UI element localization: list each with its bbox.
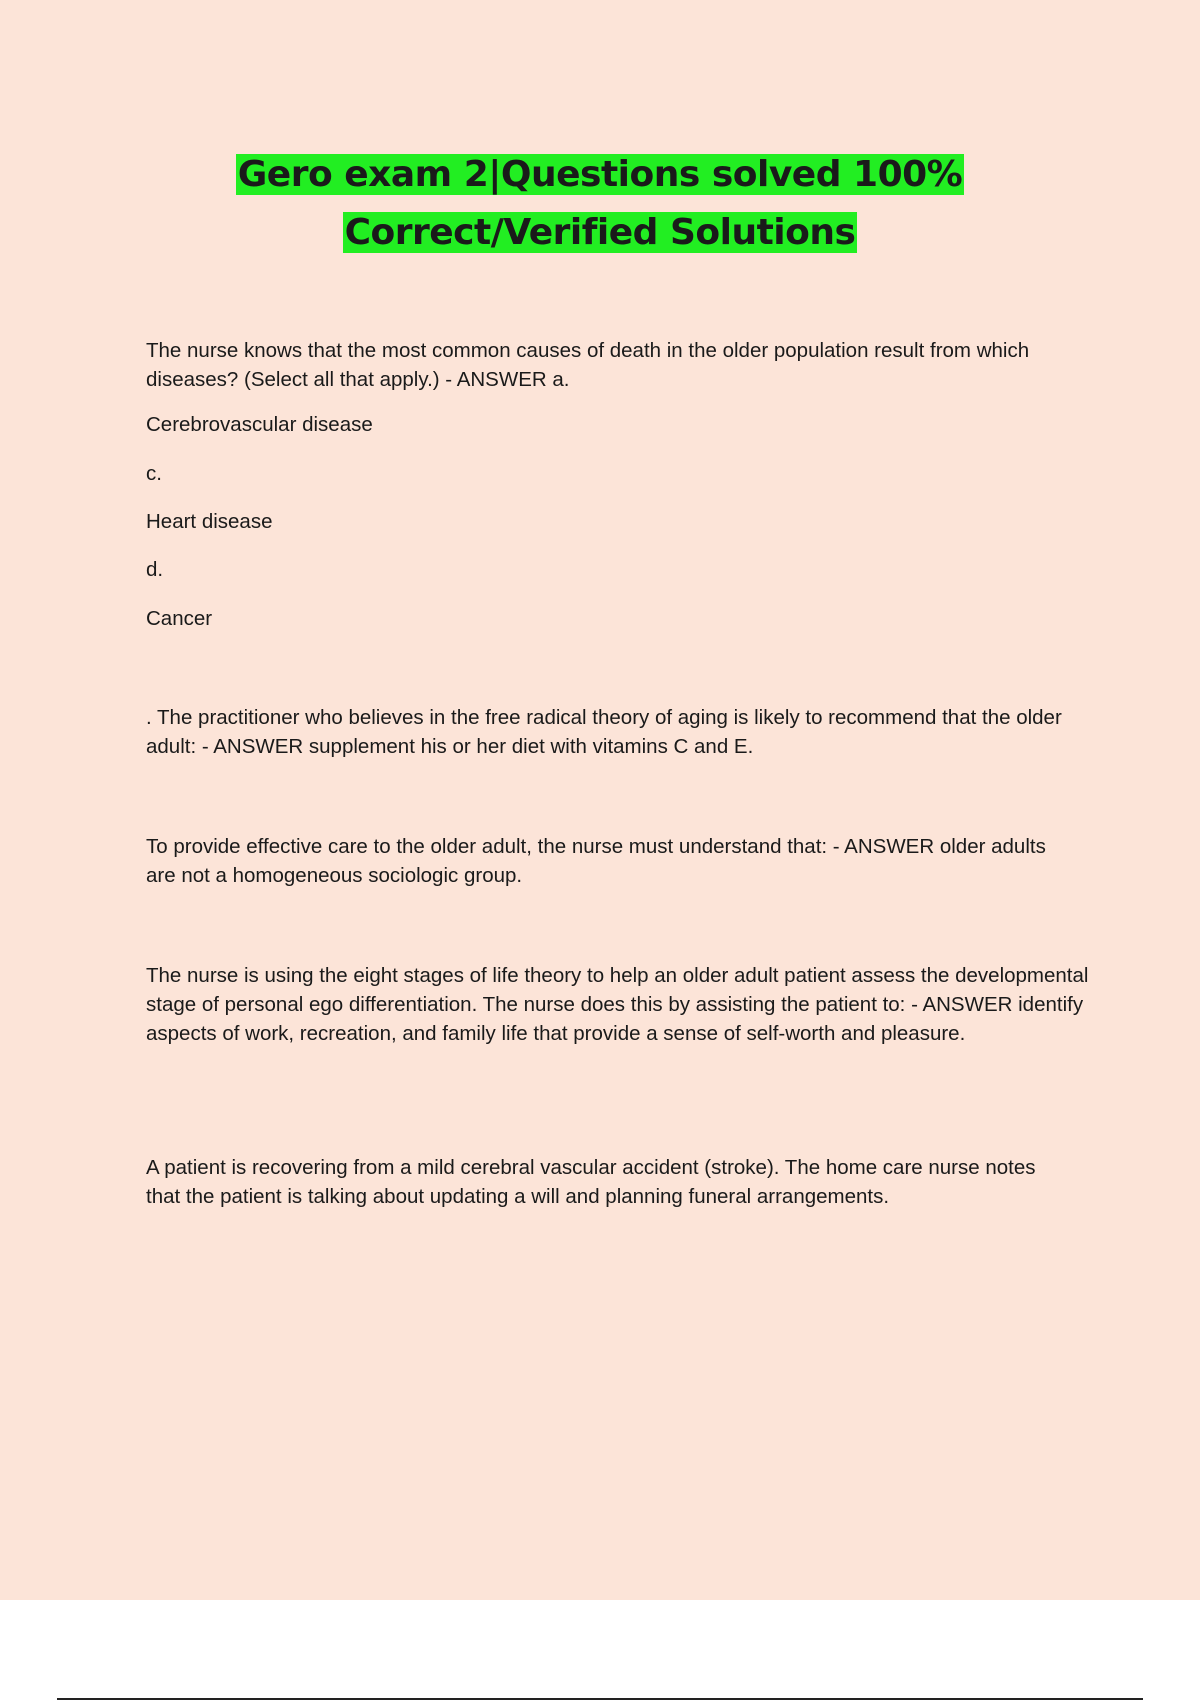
question-4-text: The nurse is using the eight stages of life theory to help an older adult patient assess the developmental stage of personal ego differentiation. The nurse does this by assisting the patient to: - ANSWER identify aspects of work, recreation, and family life that provide a sense of self-worth and pleasure. bbox=[146, 964, 1089, 1045]
question-2 bbox=[146, 703, 1096, 761]
question-4 bbox=[146, 961, 1106, 1048]
question-5 bbox=[146, 1153, 1046, 1211]
question-3 bbox=[146, 832, 1046, 890]
question-3-text: To provide effective care to the older adult, the nurse must understand that: - ANSWER older adults are not a homogeneous sociologic group. bbox=[146, 835, 1046, 887]
question-1-option: c. bbox=[146, 462, 162, 485]
question-2-text: . The practitioner who believes in the free radical theory of aging is likely to recommend that the older adult: - ANSWER supplement his or her diet with vitamins C and E. bbox=[146, 706, 1062, 758]
question-1-option: Cerebrovascular disease bbox=[146, 413, 373, 436]
question-1-text: The nurse knows that the most common causes of death in the older population result from which diseases? (Select all that apply.) - ANSWER a. bbox=[146, 339, 1030, 391]
title-line-1: Gero exam 2|Questions solved 100% bbox=[237, 154, 963, 195]
document-title bbox=[0, 146, 1200, 262]
title-line-2: Correct/Verified Solutions bbox=[344, 212, 856, 253]
question-1-option: Heart disease bbox=[146, 510, 273, 533]
question-1-option: Cancer bbox=[146, 607, 213, 630]
question-5-text: A patient is recovering from a mild cerebral vascular accident (stroke). The home care nurse notes that the patient is talking about updating a will and planning funeral arrangements. bbox=[146, 1156, 1036, 1208]
question-1 bbox=[146, 336, 1046, 394]
question-1-option: d. bbox=[146, 558, 164, 581]
